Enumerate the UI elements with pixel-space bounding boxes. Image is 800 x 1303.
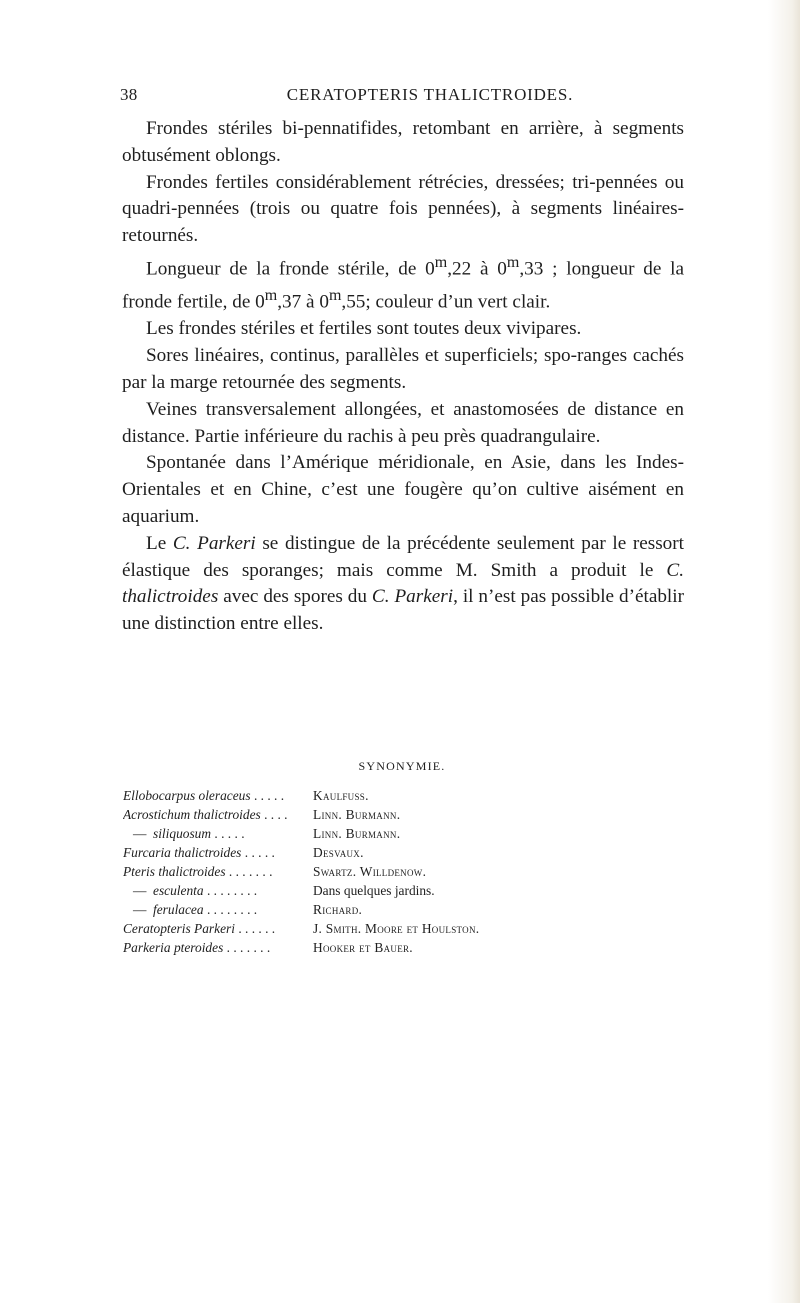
leader-dots: . . . . . . . [228,864,273,879]
paragraph-frond-length: Longueur de la fronde stérile, de 0$^m$,22 à 0$^m$,33 ; longueur de la fronde fertile, de 0$^m$,37 à 0$^m$,55; couleur d’un vert clair. [122,253,684,313]
synonym-name: Parkeria pteroides [123,940,224,955]
page-header [120,85,680,109]
synonymy-row [123,938,703,957]
body-text [122,116,684,638]
paragraph-sori: Sores linéaires, continus, parallèles et superficiels; spo-ranges cachés par la marge retournée des segments. [122,345,684,393]
synonymy-row [123,900,703,919]
leader-dots: . . . . [264,807,288,822]
synonymy-row [123,881,703,900]
synonymy-row [123,862,703,881]
synonymy-row [123,786,703,805]
synonym-name: Pteris thalictroides [123,864,226,879]
synonym-author: Richard. [313,902,363,917]
leader-dots: . . . . . . . . [206,883,258,898]
synonym-author: Swartz. Willdenow. [313,864,427,879]
synonym-author: Desvaux. [313,845,364,860]
leader-dots: . . . . . . . . [206,902,258,917]
running-title: CERATOPTERIS THALICTROIDES. [286,85,574,104]
synonymy-row [123,805,703,824]
leader-dots: . . . . . [244,845,275,860]
synonym-author: Hooker et Bauer. [313,940,413,955]
leader-dots: . . . . . . . [226,940,271,955]
synonym-name: Ceratopteris Parkeri [123,921,235,936]
page-number: 38 [120,85,138,104]
synonymy-row [123,919,703,938]
leader-dots: . . . . . . [238,921,276,936]
synonymy-row [123,843,703,862]
synonym-author: J. Smith. Moore et Houlston. [313,921,480,936]
synonym-name: ferulacea [153,902,204,917]
synonymy-row [123,824,703,843]
paragraph-parkeri: Le C. Parkeri se distingue de la précédente seulement par le ressort élastique des sporanges; mais comme M. Smith a produit le C. thalictroides avec des spores du C. Parkeri, il n’est pas possible d’établir une distinction entre elles. [122,532,684,635]
synonym-author: Kaulfuss. [313,788,369,803]
synonym-name: Furcaria thalictroides [123,845,242,860]
synonym-name: siliquosum [153,826,212,841]
leader-dots: . . . . . [253,788,285,803]
leader-dots: . . . . . [214,826,245,841]
ditto-dash: — [133,826,147,841]
synonymy-heading: SYNONYMIE. [358,759,446,773]
paragraph-viviparous: Les frondes stériles et fertiles sont toutes deux vivipares. [146,318,582,340]
synonymy-list [123,786,703,957]
synonym-name: Ellobocarpus oleraceus [123,788,251,803]
paragraph-sterile-fronds: Frondes stériles bi-pennatifides, retombant en arrière, à segments obtusément oblongs. [122,118,684,166]
synonym-name: Acrostichum thalictroides [123,807,261,822]
paragraph-distribution: Spontanée dans l’Amérique méridionale, en Asie, dans les Indes-Orientales et en Chine, c’est une fougère qu’on cultive aisément en aquarium. [122,452,684,527]
ditto-dash: — [133,902,147,917]
ditto-dash: — [133,883,147,898]
synonym-author: Linn. Burmann. [313,807,401,822]
paragraph-fertile-fronds: Frondes fertiles considérablement rétrécies, dressées; tri-pennées ou quadri-pennées (trois ou quatre fois pennées), à segments linéaires-retournés. [122,171,684,247]
synonym-author: Dans quelques jardins. [313,883,435,898]
synonym-name: esculenta [153,883,204,898]
synonym-author: Linn. Burmann. [313,826,401,841]
paragraph-veins: Veines transversalement allongées, et anastomosées de distance en distance. Partie inférieure du rachis à peu près quadrangulaire. [122,398,684,447]
